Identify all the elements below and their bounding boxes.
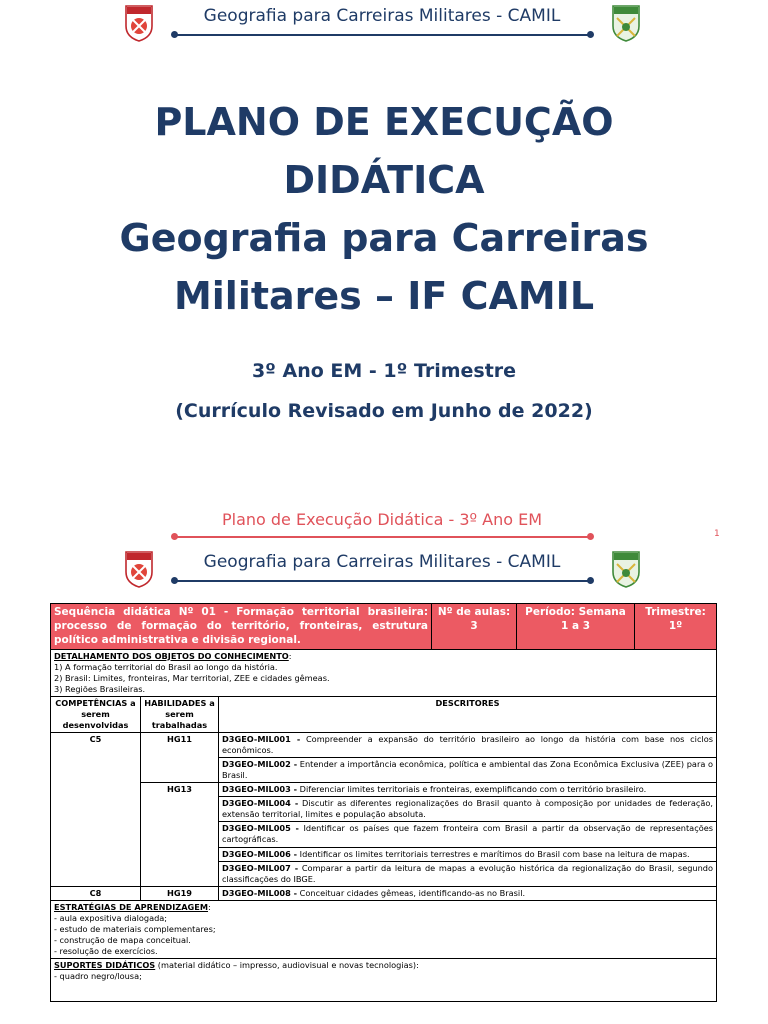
descritor-text: Compreender a expansão do território brasileiro ao longo da história com base nos ciclos econômicos. [222,733,714,756]
page-header [0,546,768,596]
detalhamento-row [51,649,717,696]
depa-shield-icon [124,4,154,42]
descritor-code: D3GEO-MIL006 - [222,848,298,859]
estrategias-item: - resolução de exercícios. [54,946,158,957]
suportes-row [51,959,717,1002]
estrategias-cell: ESTRATÉGIAS DE APRENDIZAGEM: - aula expositiva dialogada; - estudo de materiais complementares; - construção de mapa conceitual. - resolução de exercícios. [51,900,717,958]
header-title: Geografia para Carreiras Militares - CAMIL [203,552,561,572]
suportes-note: (material didático – impresso, audiovisual e novas tecnologias): [155,960,419,971]
estrategias-row [51,900,717,958]
cover-title-line: Geografia para Carreiras [119,216,649,261]
descritor-text: Identificar os limites territoriais terrestres e marítimos do Brasil com base na leitura de mapas. [297,848,690,859]
suportes-item: - quadro negro/lousa; [54,971,142,982]
sequence-title: Sequência didática Nº 01 - Formação territorial brasileira: processo de formação do território, fronteiras, estrutura político administrativa e divisão regional. [51,604,432,650]
descritor-code: D3GEO-MIL003 - [222,784,298,795]
detalhamento-item: 2) Brasil: Limites, fronteiras, Mar territorial, ZEE e cidades gêmeas. [54,672,330,683]
descritor-text: Comparar a partir da leitura de mapas a evolução histórica da regionalização do Brasil, segundo classificações do IBGE. [222,862,714,884]
footer-rule-dot [587,533,594,540]
descritor-cell [219,822,717,847]
estrategias-item: - aula expositiva dialogada; [54,912,168,923]
descritor-text: Entender a importância econômica, política e ambiental das Zona Econômica Exclusiva (ZEE) para o Brasil. [222,759,713,781]
descritor-text: Discutir as diferentes regionalizações do Brasil quanto à composição por unidades de federação, extensão territorial, limites e população absoluta. [222,798,713,820]
detalhamento-item: 1) A formação territorial do Brasil ao longo da história. [54,661,278,672]
descritor-text: Identificar os países que fazem fronteira com Brasil a partir da observação de representações cartográficas. [222,823,714,845]
depa-shield-icon [124,550,154,588]
header-title: Geografia para Carreiras Militares - CAMIL [203,6,561,26]
cover-title-line: DIDÁTICA [283,158,485,203]
estrategias-item: - construção de mapa conceitual. [54,934,191,945]
header-rule-dot [587,577,594,584]
descritor-cell [219,758,717,783]
page-header [0,0,768,50]
header-rule-dot [171,31,178,38]
detalhamento-title: DETALHAMENTO DOS OBJETOS DO CONHECIMENTO [54,650,289,661]
cover-title-line: Militares – IF CAMIL [173,274,595,319]
descritor-cell [219,886,717,900]
table-row [51,886,717,900]
col-descritores: DESCRITORES [219,696,717,732]
suportes-title: SUPORTES DIDÁTICOS [54,960,156,971]
suportes-cell [51,959,717,1002]
descritor-code: D3GEO-MIL001 - [222,733,301,744]
header-rule-dot [587,31,594,38]
scmb-shield-icon [611,550,641,588]
detalhamento-cell: DETALHAMENTO DOS OBJETOS DO CONHECIMENTO: 1) A formação territorial do Brasil ao longo da história. 2) Brasil: Limites, fronteiras, Mar territorial, ZEE e cidades gêmeas. 3) Regiões Brasileiras. [51,649,717,696]
descritor-code: D3GEO-MIL002 - [222,759,298,770]
sequence-row [51,604,717,650]
table-row [51,732,717,757]
cover-revision: (Currículo Revisado em Junho de 2022) [175,400,593,422]
descritor-code: D3GEO-MIL008 - [222,887,298,898]
footer-rule [174,536,590,538]
habilidade-cell: HG13 [141,783,219,887]
col-habilidades: HABILIDADES a serem trabalhadas [141,696,219,732]
estrategias-title: ESTRATÉGIAS DE APRENDIZAGEM [54,901,209,912]
page-number: 1 [714,529,720,539]
detalhamento-item: 3) Regiões Brasileiras. [54,683,146,694]
competencia-cell: C5 [51,732,141,886]
descritor-code: D3GEO-MIL004 - [222,798,299,809]
columns-header-row [51,696,717,732]
plan-table [50,603,717,1002]
habilidade-cell: HG19 [141,886,219,900]
descritor-cell [219,732,717,757]
descritor-cell [219,861,717,886]
habilidade-cell: HG11 [141,732,219,782]
trimestre-cell: Trimestre: 1º [635,604,717,650]
descritor-cell [219,797,717,822]
descritor-cell [219,783,717,797]
cover-title-line: PLANO DE EXECUÇÃO [154,100,614,144]
descritor-code: D3GEO-MIL007 - [222,862,299,873]
descritor-code: D3GEO-MIL005 - [222,823,299,834]
descritor-text: Conceituar cidades gêmeas, identificando-as no Brasil. [297,887,526,898]
header-rule [174,34,590,36]
scmb-shield-icon [611,4,641,42]
periodo-cell: Período: Semana 1 a 3 [517,604,635,650]
descritor-text: Diferenciar limites territoriais e fronteiras, exemplificando com o território brasileiro. [297,784,647,795]
estrategias-item: - estudo de materiais complementares; [54,923,216,934]
competencia-cell: C8 [51,886,141,900]
table-row [51,783,717,797]
cover-subtitle: 3º Ano EM - 1º Trimestre [251,360,517,382]
footer-text: Plano de Execução Didática - 3º Ano EM [221,510,542,529]
col-competencias: COMPETÊNCIAS a serem desenvolvidas [51,696,141,732]
page-footer [0,510,768,540]
header-rule-dot [171,577,178,584]
cover-title [0,93,768,326]
aulas-cell: Nº de aulas: 3 [432,604,517,650]
descritor-cell [219,847,717,861]
header-rule [174,580,590,582]
footer-rule-dot [171,533,178,540]
